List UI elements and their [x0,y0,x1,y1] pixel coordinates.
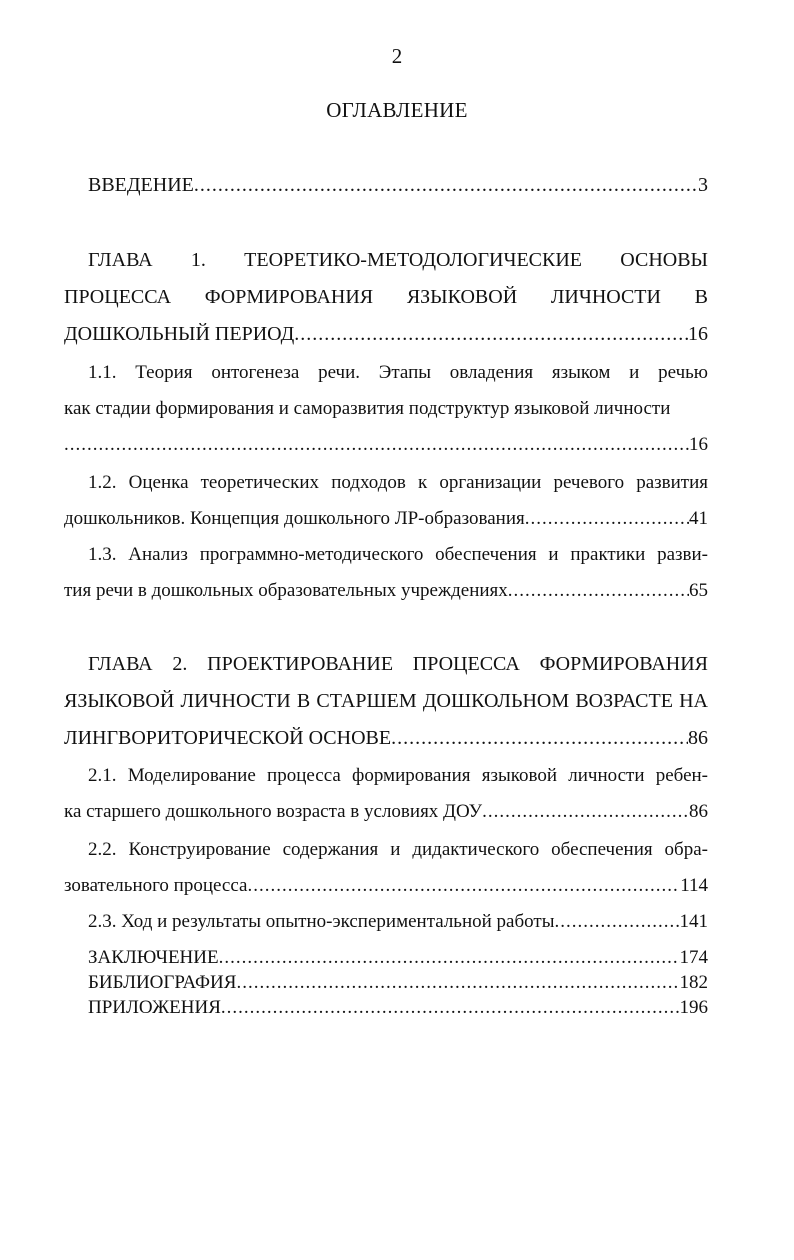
leader-dots [482,800,689,824]
chapter-1-heading-line-1: ГЛАВА 1. ТЕОРЕТИКО-МЕТОДОЛОГИЧЕСКИЕ ОСНОВЫ [88,249,708,271]
toc-entry-bibliography[interactable] [88,971,708,995]
toc-entry-page: 141 [679,911,708,932]
toc-entry-page: 174 [679,947,708,968]
toc-entry-section-2-2[interactable] [64,874,708,898]
toc-entry-label: ка старшего дошкольного возраста в условиях ДОУ [64,801,483,822]
toc-entry-label: ПРИЛОЖЕНИЯ [88,997,221,1018]
toc-entry-appendices[interactable] [88,996,708,1020]
leader-dots [554,910,679,934]
leader-dots [391,726,688,750]
toc-entry-label: 2.3. Ход и результаты опытно-экспериментальной работы [88,911,555,932]
leader-dots [64,433,689,457]
section-1-3-line-1: 1.3. Анализ программно-методического обеспечения и практики разви- [88,544,708,565]
leader-dots [294,322,688,346]
page-number: 2 [391,44,403,68]
toc-entry-page: 16 [688,323,708,345]
toc-entry-page: 86 [689,801,708,822]
toc-entry-label: тия речи в дошкольных образовательных учреждениях [64,580,508,601]
leader-dots [194,173,698,197]
section-2-2-line-1: 2.2. Конструирование содержания и дидактического обеспечения обра- [88,839,708,860]
section-1-2-line-1: 1.2. Оценка теоретических подходов к организации речевого развития [88,472,708,493]
leader-dots [525,507,689,531]
toc-entry-section-2-3[interactable] [88,910,708,934]
toc-entry-section-1-1[interactable] [64,433,708,457]
toc-entry-label: ДОШКОЛЬНЫЙ ПЕРИОД [64,323,295,345]
toc-entry-label: БИБЛИОГРАФИЯ [88,972,237,993]
toc-entry-label: ЗАКЛЮЧЕНИЕ [88,947,219,968]
toc-entry-label: зовательного процесса [64,875,248,896]
toc-entry-section-2-1[interactable] [64,800,708,824]
toc-entry-section-1-2[interactable] [64,507,708,531]
leader-dots [508,579,689,603]
chapter-2-heading-line-1: ГЛАВА 2. ПРОЕКТИРОВАНИЕ ПРОЦЕССА ФОРМИРОВАНИЯ [88,653,708,675]
toc-entry-page: 65 [689,580,708,601]
section-1-1-line-2: как стадии формирования и саморазвития подструктур языковой личности [64,398,671,419]
toc-entry-page: 86 [688,727,708,749]
chapter-1-heading-line-2: ПРОЦЕССА ФОРМИРОВАНИЯ ЯЗЫКОВОЙ ЛИЧНОСТИ В [64,286,708,308]
toc-entry-page: 41 [689,508,708,529]
toc-entry-section-1-3[interactable] [64,579,708,603]
toc-title: ОГЛАВЛЕНИЕ [326,98,468,122]
toc-entry-page: 3 [698,174,708,196]
leader-dots [236,971,679,995]
section-2-1-line-1: 2.1. Моделирование процесса формирования языковой личности ребен- [88,765,708,786]
toc-entry-label: ЛИНГВОРИТОРИЧЕСКОЙ ОСНОВЕ [64,727,392,749]
toc-entry-conclusion[interactable] [88,946,708,970]
toc-entry-chapter-1[interactable] [64,322,708,346]
section-1-1-line-1: 1.1. Теория онтогенеза речи. Этапы овладения языком и речью [88,362,708,383]
toc-entry-page: 16 [689,434,708,455]
chapter-2-heading-line-2: ЯЗЫКОВОЙ ЛИЧНОСТИ В СТАРШЕМ ДОШКОЛЬНОМ ВОЗРАСТЕ НА [64,690,708,712]
toc-entry-page: 196 [679,997,708,1018]
toc-entry-label: ВВЕДЕНИЕ [88,174,194,196]
toc-entry-intro[interactable] [88,173,708,197]
toc-entry-page: 114 [680,875,708,896]
leader-dots [219,946,680,970]
toc-entry-page: 182 [679,972,708,993]
leader-dots [221,996,680,1020]
leader-dots [247,874,680,898]
toc-entry-chapter-2[interactable] [64,726,708,750]
toc-entry-label: дошкольников. Концепция дошкольного ЛР-образования [64,508,525,529]
